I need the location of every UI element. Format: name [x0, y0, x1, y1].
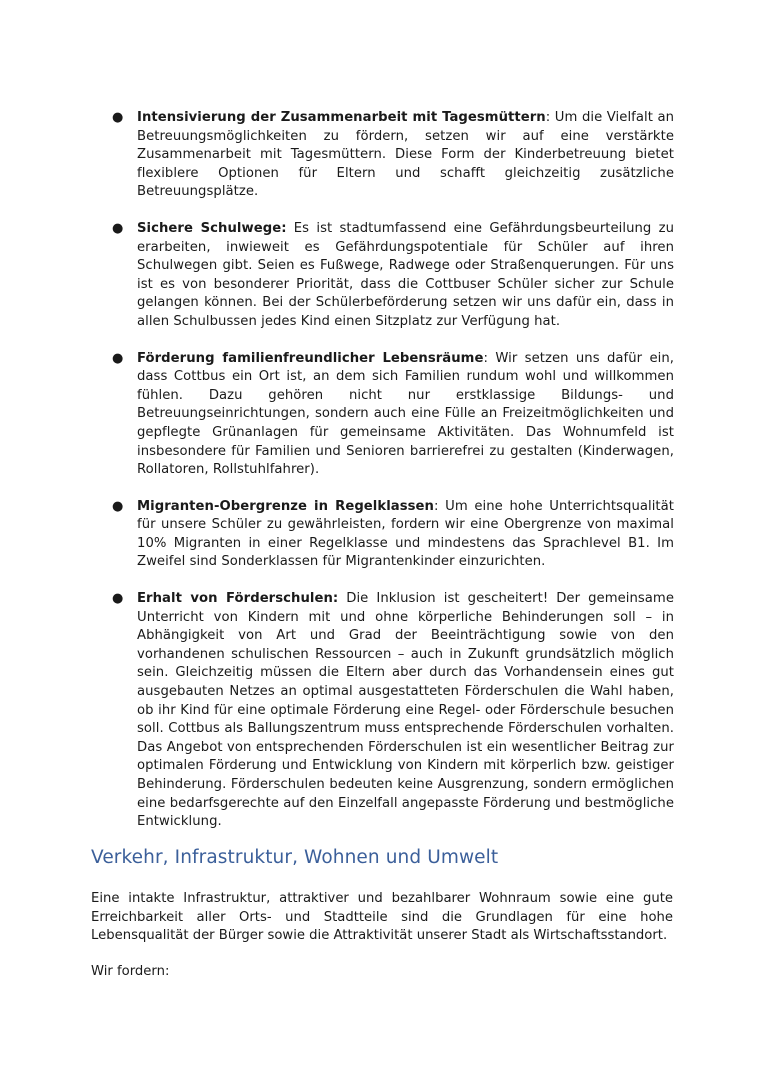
- bullet-title: Sichere Schulwege:: [137, 220, 287, 236]
- bullet-icon: ●: [112, 591, 124, 607]
- bullet-icon: ●: [112, 498, 124, 514]
- bullet-text: Die Inklusion ist gescheitert! Der gemeinsame Unterricht von Kindern mit und ohne körperliche Behinderungen soll – in Abhängigkeit von Art und Grad der Beeinträchtigung sowie von den vorhandenen schulischen Ressourcen – auch in Zukunft grundsätzlich möglich sein. Gleichzeitig müssen die Eltern aber durch das Vorhandensein eines gut ausgebauten Netzes an optimal ausgestatteten Förderschulen die Wahl haben, ob ihr Kind für eine optimale Förderung eine Regel- oder Förderschule besuchen soll. Cottbus als Ballungszentrum muss entsprechende Förderschulen vorhalten. Das Angebot von entsprechenden Förderschulen ist ein wesentlicher Beitrag zur optimalen Förderung und Entwicklung von Kindern mit körperlich bzw. geistiger Behinderung. Förderschulen bedeuten keine Ausgrenzung, sondern ermöglichen eine bedarfsgerechte auf den Einzelfall angepasste Förderung und bestmögliche Entwicklung.: [137, 591, 674, 830]
- bullet-icon: ●: [112, 110, 124, 125]
- bullet-foerderschulen: [110, 590, 674, 832]
- bullet-text: Wir setzen uns dafür ein, dass Cottbus ein Ort ist, an dem sich Familien rundum wohl und willkommen fühlen. Dazu gehören nicht nur erstklassige Bildungs- und Betreuungseinrichtungen, sondern auch eine Fülle an Freizeitmöglichkeiten und gepflegte Grünanlagen für gemeinsame Aktivitäten. Das Wohnumfeld ist insbesondere für Familien und Senioren barrierefrei zu gestalten (Kinderwagen, Rollatoren, Rollstuhlfahrer).: [137, 350, 674, 478]
- policy-bullet-list: [110, 109, 674, 850]
- bullet-text: Es ist stadtumfassend eine Gefährdungsbeurteilung zu erarbeiten, inwieweit es Gefährdungspotentiale für Schüler auf ihren Schulwegen gibt. Seien es Fußwege, Radwege oder Straßenquerungen. Für uns ist es von besonderer Priorität, dass die Cottbuser Schüler sicher zur Schule gelangen können. Bei der Schülerbeförderung setzen wir uns dafür ein, dass in allen Schulbussen jedes Kind einen Sitzplatz zur Verfügung hat.: [137, 220, 674, 329]
- section-heading: Verkehr, Infrastruktur, Wohnen und Umwelt: [91, 847, 499, 868]
- bullet-separator: :: [433, 498, 439, 514]
- bullet-migranten-obergrenze: [110, 498, 674, 572]
- bullet-title: Förderung familienfreundlicher Lebensräume: [137, 350, 484, 366]
- section-intro: Eine intakte Infrastruktur, attraktiver und bezahlbarer Wohnraum sowie eine gute Erreichbarkeit aller Orts- und Stadtteile sind die Grundlagen für eine hohe Lebensqualität der Bürger sowie die Attraktivität unserer Stadt als Wirtschaftsstandort.: [91, 891, 673, 944]
- bullet-icon: ●: [112, 220, 124, 236]
- bullet-separator: :: [483, 350, 488, 366]
- bullet-separator: :: [545, 110, 551, 125]
- bullet-schulwege: [110, 220, 674, 332]
- bullet-title: Erhalt von Förderschulen:: [137, 591, 339, 607]
- bullet-icon: ●: [112, 350, 124, 366]
- demand-label: Wir fordern:: [91, 964, 170, 979]
- bullet-tagesmuetter: [110, 109, 674, 202]
- bullet-text: Um die Vielfalt an Betreuungsmöglichkeiten zu fördern, setzen wir auf eine verstärkte Zusammenarbeit mit Tagesmüttern. Diese Form der Kinderbetreuung bietet flexiblere Optionen für Eltern und schafft gleichzeitig zusätzliche Betreuungsplätze.: [137, 110, 674, 200]
- bullet-title: Migranten-Obergrenze in Regelklassen: [137, 498, 434, 514]
- bullet-text: Um eine hohe Unterrichtsqualität für unsere Schüler zu gewährleisten, fordern wir eine Obergrenze von maximal 10% Migranten in einer Regelklasse und mindestens das Sprachlevel B1. Im Zweifel sind Sonderklassen für Migrantenkinder einzurichten.: [137, 498, 675, 570]
- bullet-title: Intensivierung der Zusammenarbeit mit Tagesmüttern: [137, 110, 546, 125]
- bullet-lebensraeume: [110, 350, 674, 480]
